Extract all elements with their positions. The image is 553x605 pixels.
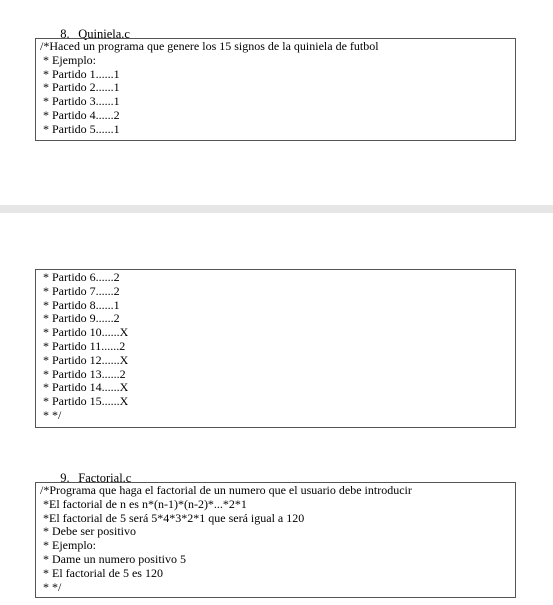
code-line: * */ bbox=[40, 407, 62, 422]
code-box-quiniela-part-1 bbox=[35, 38, 516, 141]
code-line: * */ bbox=[40, 579, 62, 594]
code-line: * Partido 2......1 bbox=[40, 80, 120, 95]
code-line: * Partido 1......1 bbox=[40, 66, 120, 81]
code-line: * Dame un numero positivo 5 bbox=[40, 551, 186, 566]
code-line: *El factorial de n es n*(n-1)*(n-2)*...*2*1 bbox=[40, 496, 247, 511]
code-box-factorial bbox=[35, 482, 516, 598]
code-line: /*Programa que haga el factorial de un numero que el usuario debe introducir bbox=[40, 483, 412, 497]
code-line: * Ejemplo: bbox=[40, 538, 96, 553]
code-line: * El factorial de 5 es 120 bbox=[40, 565, 163, 580]
code-line: * Partido 7......2 bbox=[40, 283, 120, 298]
code-line: * Partido 11......2 bbox=[40, 338, 126, 353]
page-break bbox=[0, 205, 553, 213]
code-line: * Partido 5......1 bbox=[40, 121, 120, 136]
code-line: * Partido 13......2 bbox=[40, 366, 126, 381]
code-box-quiniela-part-2 bbox=[35, 269, 516, 428]
section-number: 8. bbox=[60, 27, 70, 41]
code-line: * Partido 8......1 bbox=[40, 297, 120, 312]
code-line: * Debe ser positivo bbox=[40, 524, 136, 539]
code-line: *El factorial de 5 será 5*4*3*2*1 que será igual a 120 bbox=[40, 510, 305, 525]
code-line: * Partido 9......2 bbox=[40, 311, 120, 326]
code-line: * Partido 15......X bbox=[40, 394, 129, 409]
code-line: * Ejemplo: bbox=[40, 52, 96, 67]
code-line: * Partido 3......1 bbox=[40, 94, 120, 109]
section-number: 9. bbox=[60, 471, 70, 485]
code-line: * Partido 14......X bbox=[40, 380, 129, 395]
code-line: * Partido 12......X bbox=[40, 352, 129, 367]
code-line: * Partido 10......X bbox=[40, 325, 129, 340]
code-line: /*Haced un programa que genere los 15 signos de la quiniela de futbol bbox=[40, 39, 379, 53]
section-title: Factorial.c bbox=[78, 471, 132, 485]
code-line: * Partido 6......2 bbox=[40, 270, 120, 284]
code-line: * Partido 4......2 bbox=[40, 107, 120, 122]
section-title: Quiniela.c bbox=[78, 27, 130, 41]
